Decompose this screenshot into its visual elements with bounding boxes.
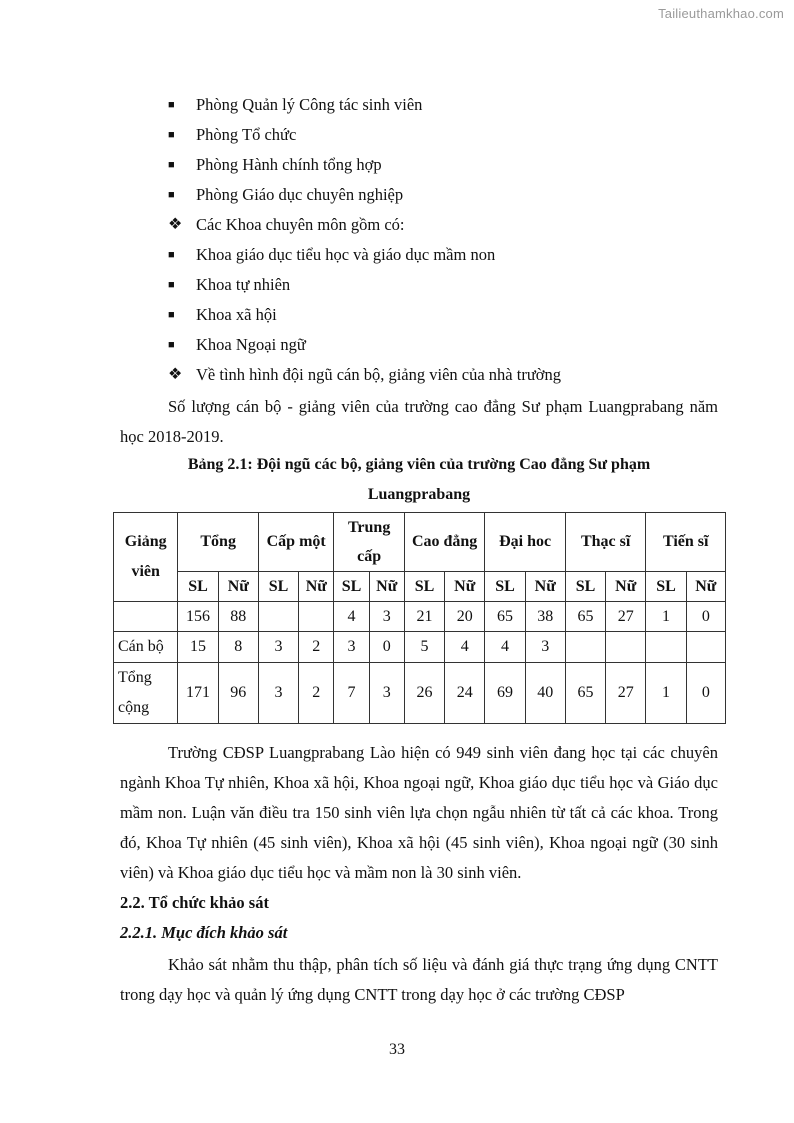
sub-header: Nữ: [686, 572, 725, 602]
square-bullet-icon: ■: [168, 339, 175, 351]
table-cell: [686, 632, 725, 663]
page-number: 33: [389, 1041, 405, 1058]
sub-header: SL: [258, 572, 298, 602]
table-cell: 24: [445, 663, 485, 724]
row-label: Cán bộ: [114, 632, 178, 663]
sub-header: Nữ: [218, 572, 258, 602]
table-header-row: [114, 513, 726, 572]
table-cell: 20: [445, 602, 485, 632]
square-bullet-icon: ■: [168, 249, 175, 261]
table-cell: 0: [686, 602, 725, 632]
table-cell: 65: [565, 663, 605, 724]
list-item: [168, 150, 561, 180]
table-cell: 65: [485, 602, 525, 632]
table-cell: [565, 632, 605, 663]
list-item: [168, 360, 561, 390]
table-cell: [258, 602, 298, 632]
table-cell: 156: [178, 602, 218, 632]
table-cell: [646, 632, 686, 663]
list-item: [168, 180, 561, 210]
table-cell: 96: [218, 663, 258, 724]
sub-header: SL: [178, 572, 218, 602]
table-cell: [606, 632, 646, 663]
sub-header: SL: [404, 572, 444, 602]
corner-header: [114, 513, 178, 602]
diamond-bullet-icon: ❖: [168, 366, 183, 383]
table-cell: 3: [525, 632, 565, 663]
table-caption-line1: Bảng 2.1: Đội ngũ các bộ, giảng viên của trường Cao đẳng Sư phạm: [187, 456, 651, 473]
table-cell: 3: [258, 663, 298, 724]
sub-header: Nữ: [525, 572, 565, 602]
last-paragraph: Khảo sát nhằm thu thập, phân tích số liệu và đánh giá thực trạng ứng dụng CNTT trong dạy học và quản lý ứng dụng CNTT trong dạy học ở các trường CĐSP: [120, 955, 718, 1004]
square-bullet-icon: ■: [168, 309, 175, 321]
square-bullet-icon: ■: [168, 279, 175, 291]
table-cell: 0: [369, 632, 404, 663]
list-item-text: Về tình hình đội ngũ cán bộ, giảng viên của nhà trường: [196, 365, 562, 384]
table-cell: 15: [178, 632, 218, 663]
table-cell: 2: [299, 663, 334, 724]
group-header: Trung cấp: [334, 513, 404, 572]
table-cell: 21: [404, 602, 444, 632]
table-cell: 7: [334, 663, 369, 724]
table-cell: 171: [178, 663, 218, 724]
sub-header: SL: [334, 572, 369, 602]
table-cell: 1: [646, 663, 686, 724]
list-item-text: Phòng Tổ chức: [196, 125, 297, 144]
section-heading: 2.2. Tổ chức khảo sát: [120, 893, 269, 912]
list-item-text: Khoa tự nhiên: [196, 275, 291, 294]
sub-header: Nữ: [369, 572, 404, 602]
table-cell: 3: [369, 663, 404, 724]
body-paragraph: Trường CĐSP Luangprabang Lào hiện có 949 sinh viên đang học tại các chuyên ngành Khoa Tự nhiên, Khoa xã hội, Khoa ngoại ngữ, Khoa giáo dục tiểu học và Giáo dục mầm non. Luận văn điều tra 150 sinh viên lựa chọn ngẫu nhiên từ tất cả các khoa. Trong đó, Khoa Tự nhiên (45 sinh viên), Khoa xã hội (45 sinh viên), Khoa ngoại ngữ (30 sinh viên) và Khoa giáo dục tiểu học và mầm non là 30 sinh viên.: [120, 743, 718, 882]
table-cell: 88: [218, 602, 258, 632]
group-header: Đại hoc: [485, 513, 566, 572]
group-header: Cấp một: [258, 513, 333, 572]
table-row: [114, 632, 726, 663]
square-bullet-icon: ■: [168, 129, 175, 141]
table-cell: 4: [485, 632, 525, 663]
group-header: Cao đẳng: [404, 513, 485, 572]
group-header: Tổng: [178, 513, 259, 572]
table-cell: 2: [299, 632, 334, 663]
table-cell: 3: [258, 632, 298, 663]
table-cell: 26: [404, 663, 444, 724]
table-cell: 4: [445, 632, 485, 663]
corner-header-line1: Giảng: [124, 533, 167, 550]
table-cell: 27: [606, 663, 646, 724]
list-item-text: Phòng Hành chính tổng hợp: [196, 155, 382, 174]
table-cell: 69: [485, 663, 525, 724]
table-cell: 4: [334, 602, 369, 632]
corner-header-line2: viên: [131, 563, 160, 580]
list-item: [168, 90, 561, 120]
sub-header: SL: [565, 572, 605, 602]
table-cell: 8: [218, 632, 258, 663]
bullet-list: [168, 90, 561, 390]
table-row: [114, 663, 726, 724]
sub-header: SL: [646, 572, 686, 602]
list-item-text: Khoa Ngoại ngữ: [196, 335, 306, 354]
list-item: [168, 330, 561, 360]
table-cell: 0: [686, 663, 725, 724]
list-item-text: Khoa giáo dục tiểu học và giáo dục mầm non: [196, 245, 496, 264]
table-cell: 65: [565, 602, 605, 632]
table-cell: 40: [525, 663, 565, 724]
square-bullet-icon: ■: [168, 159, 175, 171]
group-header: Thạc sĩ: [565, 513, 646, 572]
row-label: [114, 602, 178, 632]
group-header: Tiến sĩ: [646, 513, 726, 572]
square-bullet-icon: ■: [168, 189, 175, 201]
table-subheader-row: [114, 572, 726, 602]
sub-header: Nữ: [299, 572, 334, 602]
list-item: [168, 270, 561, 300]
sub-header: Nữ: [606, 572, 646, 602]
list-item: [168, 210, 561, 240]
list-item: [168, 240, 561, 270]
square-bullet-icon: ■: [168, 99, 175, 111]
table-cell: 27: [606, 602, 646, 632]
list-item: [168, 120, 561, 150]
subsection-heading: 2.2.1. Mục đích khảo sát: [120, 923, 288, 942]
table-caption-line2: Luangprabang: [367, 486, 471, 503]
list-item-text: Các Khoa chuyên môn gồm có:: [196, 215, 405, 234]
row-label: Tổng cộng: [114, 663, 178, 724]
table-cell: 1: [646, 602, 686, 632]
list-item-text: Khoa xã hội: [196, 305, 277, 324]
intro-paragraph: Số lượng cán bộ - giảng viên của trường cao đẳng Sư phạm Luangprabang năm học 2018-2019.: [120, 397, 718, 446]
watermark: Tailieuthamkhao.com: [658, 6, 784, 21]
table-cell: 38: [525, 602, 565, 632]
list-item: [168, 300, 561, 330]
table-cell: 3: [334, 632, 369, 663]
sub-header: Nữ: [445, 572, 485, 602]
table-cell: 3: [369, 602, 404, 632]
list-item-text: Phòng Quản lý Công tác sinh viên: [196, 95, 423, 114]
list-item-text: Phòng Giáo dục chuyên nghiệp: [196, 185, 404, 204]
table-cell: [299, 602, 334, 632]
table-row: [114, 602, 726, 632]
sub-header: SL: [485, 572, 525, 602]
table-cell: 5: [404, 632, 444, 663]
staff-table: [113, 512, 726, 724]
diamond-bullet-icon: ❖: [168, 216, 183, 233]
